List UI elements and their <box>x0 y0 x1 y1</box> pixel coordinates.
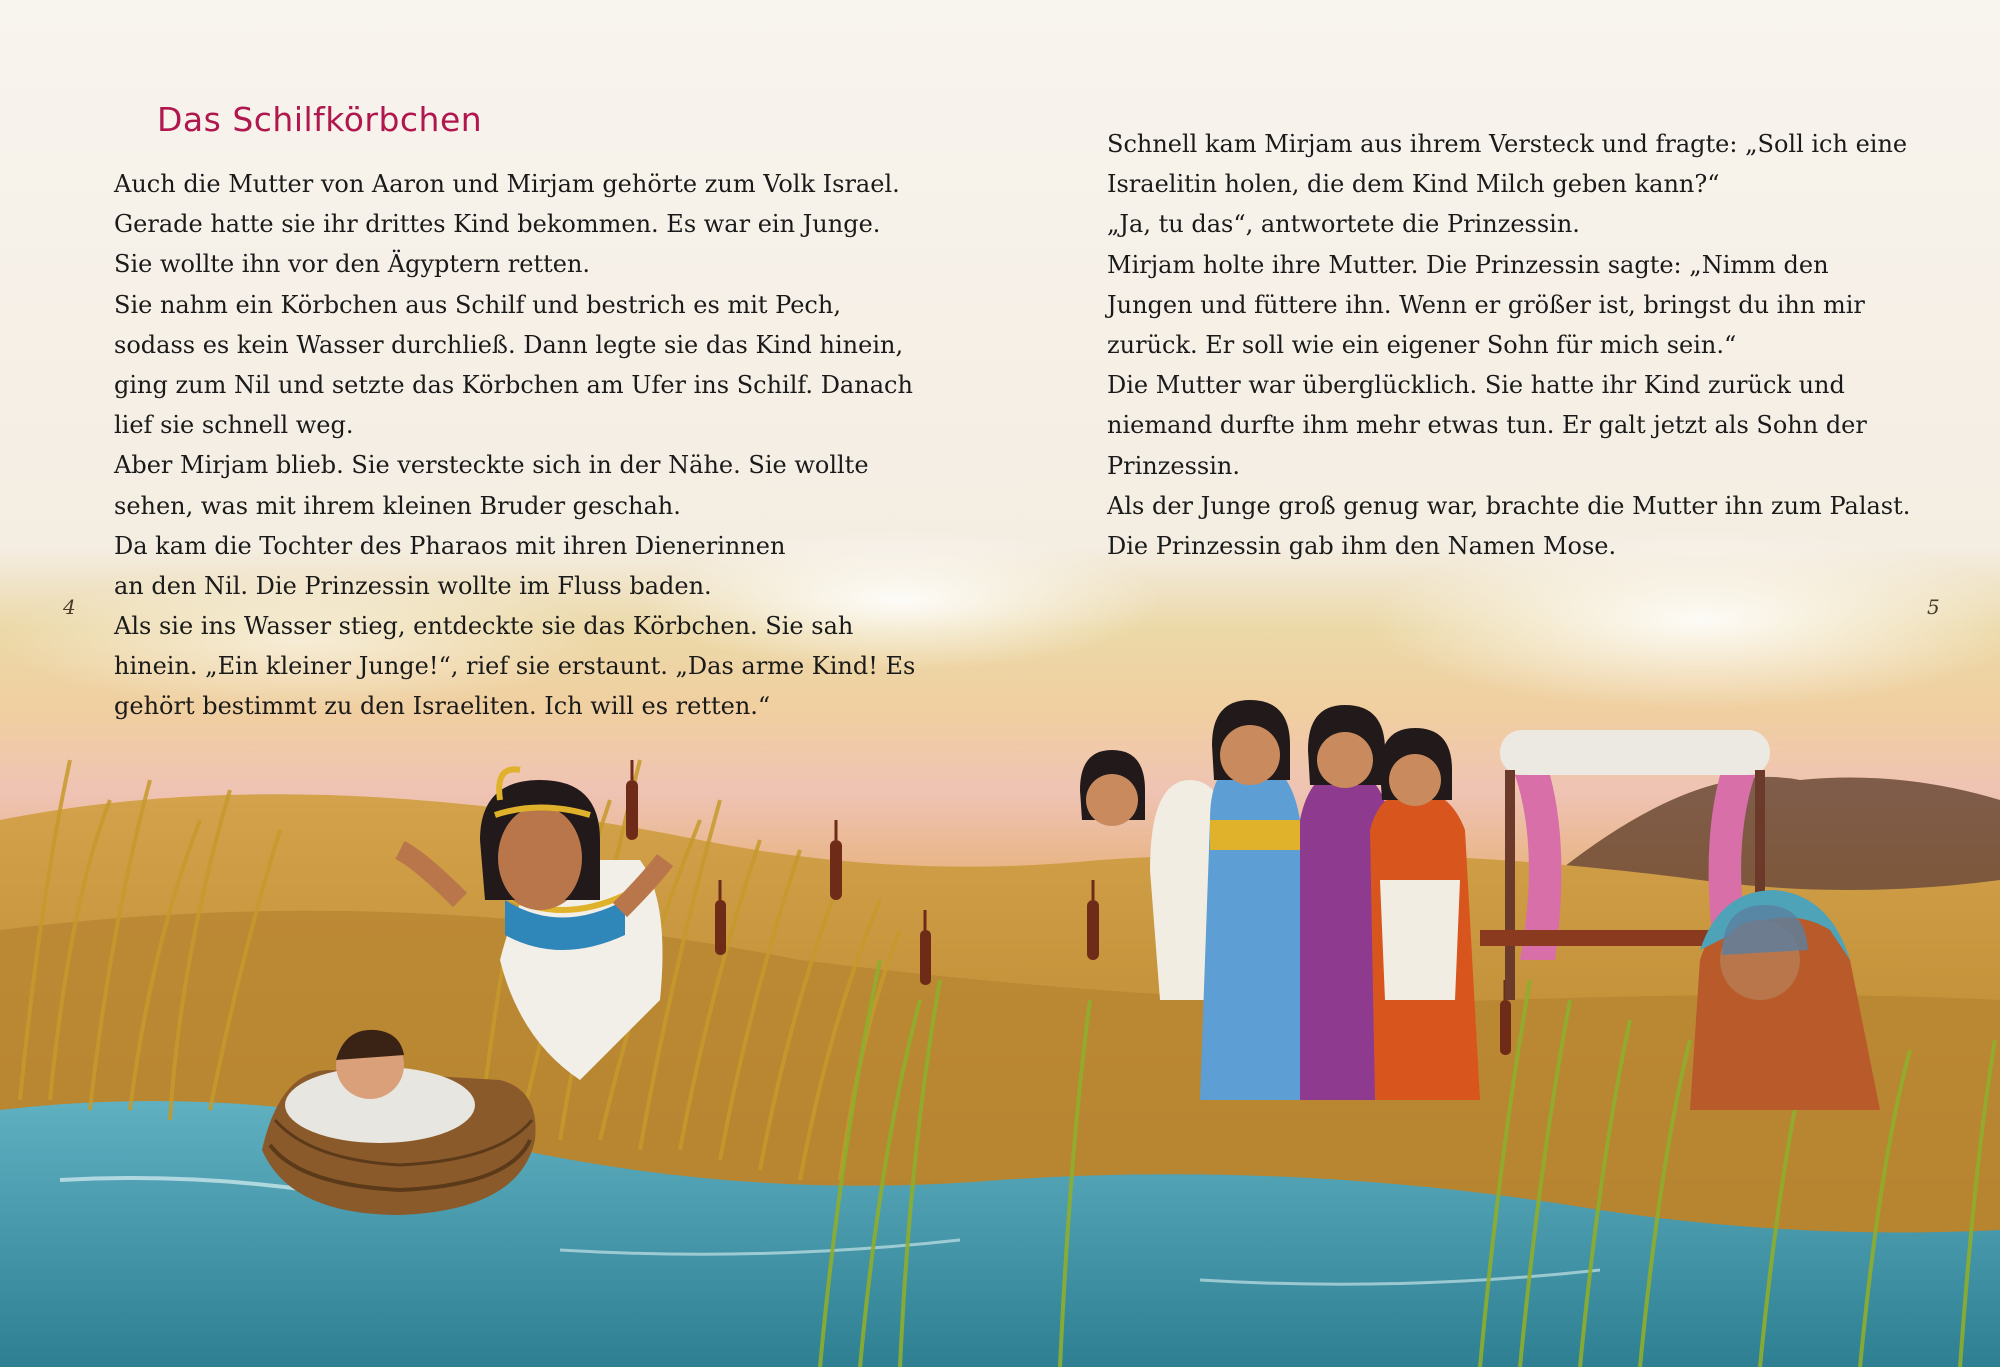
text-line: an den Nil. Die Prinzessin wollte im Fluss baden. <box>114 571 712 600</box>
page-title: Das Schilfkörbchen <box>157 100 483 139</box>
text-line: „Ja, tu das“, antwortete die Prinzessin. <box>1107 210 1580 239</box>
text-line: ging zum Nil und setzte das Körbchen am Ufer ins Schilf. Danach <box>114 370 913 399</box>
text-line: zurück. Er soll wie ein eigener Sohn für mich sein.“ <box>1107 330 1737 359</box>
text-line: sehen, was mit ihrem kleinen Bruder geschah. <box>114 491 681 520</box>
text-line: Da kam die Tochter des Pharaos mit ihren Dienerinnen <box>114 531 786 560</box>
right-text-column <box>1107 124 1910 566</box>
text-line: Mirjam holte ihre Mutter. Die Prinzessin sagte: „Nimm den <box>1107 250 1829 279</box>
text-line: Als sie ins Wasser stieg, entdeckte sie das Körbchen. Sie sah <box>114 612 854 641</box>
text-line: Sie nahm ein Körbchen aus Schilf und bestrich es mit Pech, <box>114 290 841 319</box>
text-line: gehört bestimmt zu den Israeliten. Ich will es retten.“ <box>114 692 771 721</box>
text-line: Auch die Mutter von Aaron und Mirjam gehörte zum Volk Israel. <box>114 170 900 198</box>
text-line: Die Mutter war überglücklich. Sie hatte ihr Kind zurück und <box>1107 371 1845 400</box>
text-line: hinein. „Ein kleiner Junge!“, rief sie erstaunt. „Das arme Kind! Es <box>114 652 916 681</box>
text-line: Gerade hatte sie ihr drittes Kind bekommen. Es war ein Junge. <box>114 210 881 239</box>
text-line: Israelitin holen, die dem Kind Milch geben kann?“ <box>1107 170 1720 199</box>
text-line: Schnell kam Mirjam aus ihrem Versteck und fragte: „Soll ich eine <box>1107 130 1908 158</box>
text-line: Prinzessin. <box>1107 451 1240 480</box>
text-line: niemand durfte ihm mehr etwas tun. Er galt jetzt als Sohn der <box>1107 411 1867 440</box>
text-line: Sie wollte ihn vor den Ägyptern retten. <box>114 250 591 279</box>
text-line: Die Prinzessin gab ihm den Namen Mose. <box>1107 531 1617 560</box>
page-number-left: 4 <box>63 595 76 619</box>
text-line: Jungen und füttere ihn. Wenn er größer ist, bringst du ihn mir <box>1107 290 1865 319</box>
page-number-right: 5 <box>1927 595 1940 619</box>
left-text-column <box>114 164 915 727</box>
text-line: sodass es kein Wasser durchließ. Dann legte sie das Kind hinein, <box>114 330 904 359</box>
text-line: Als der Junge groß genug war, brachte die Mutter ihn zum Palast. <box>1107 491 1911 520</box>
text-line: Aber Mirjam blieb. Sie versteckte sich in der Nähe. Sie wollte <box>114 451 869 480</box>
text-line: lief sie schnell weg. <box>114 411 354 440</box>
